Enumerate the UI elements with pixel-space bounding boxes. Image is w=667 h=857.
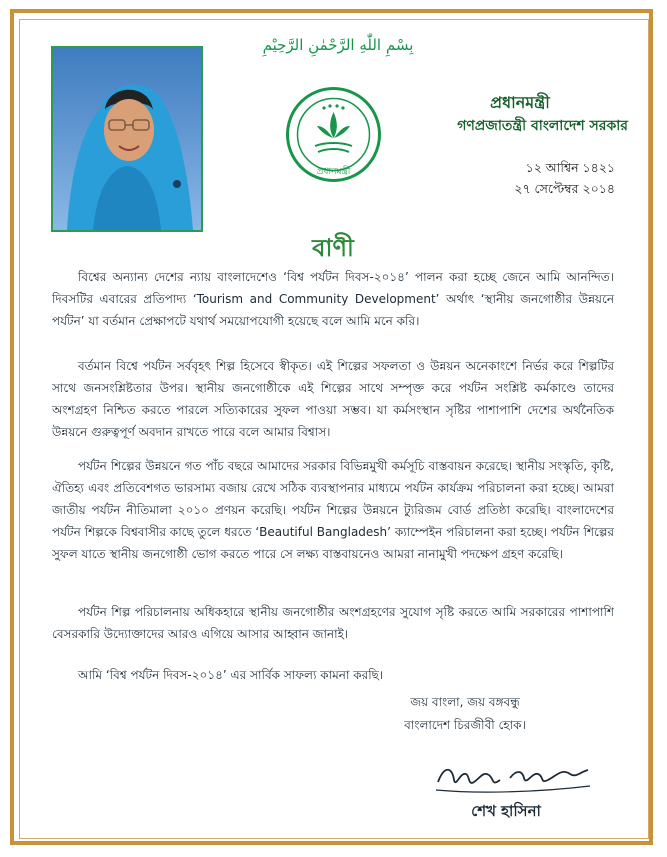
- bismillah-calligraphy: بِسْمِ اللّٰهِ الرَّحْمٰنِ الرَّحِيْمِ: [262, 36, 414, 54]
- header-title: প্রধানমন্ত্রী: [490, 93, 550, 112]
- date-gregorian: ২৭ সেপ্টেম্বর ২০১৪: [514, 181, 615, 196]
- closing-line-1: জয় বাংলা, জয় বঙ্গবন্ধু: [410, 695, 520, 709]
- paragraph-1: বিশ্বের অন্যান্য দেশের ন্যায় বাংলাদেশেও ‘বিশ্ব পর্যটন দিবস-২০১৪’ পালন করা হচ্ছে জেনে আমি আনন্দিত। দিবসটির এবারের প্রতিপাদ্য ‘Tourism and Community Development’ অর্থাৎ ‘স্থানীয় জনগোষ্ঠীর উন্নয়নে পর্যটন’ যা বর্তমান প্রেক্ষাপটে যথার্থ সময়োপযোগী হয়েছে বলে আমি মনে করি।: [52, 270, 614, 328]
- portrait-illustration: [53, 48, 201, 230]
- paragraph-3: পর্যটন শিল্পের উন্নয়নে গত পাঁচ বছরে আমাদের সরকার বিভিন্নমুখী কর্মসূচি বাস্তবায়ন করেছে। স্থানীয় সংস্কৃতি, কৃষ্টি, ঐতিহ্য এবং প্রতিবেশগত ভারসাম্য বজায় রেখে সঠিক ব্যবস্থাপনার মাধ্যমে পর্যটন কার্যক্রম পরিচালনা করা হচ্ছে। আমরা জাতীয় পর্যটন নীতিমালা ২০১০ প্রণয়ন করেছি। পর্যটন শিল্পের উন্নয়নে ট্যুরিজম বোর্ড প্রতিষ্ঠা করেছি। বাংলাদেশের পর্যটন শিল্পকে বিশ্ববাসীর কাছে তুলে ধরতে ‘Beautiful Bangladesh’ ক্যাম্পেইন পরিচালনা করা হচ্ছে। পর্যটন শিল্পের সুফল যাতে স্থানীয় জনগোষ্ঠী ভোগ করতে পারে সে লক্ষ্য বাস্তবায়নেও আমরা নানামুখী পদক্ষেপ গ্রহণ করেছি।: [52, 459, 614, 561]
- paragraph-4: পর্যটন শিল্প পরিচালনায় অধিকহারে স্থানীয় জনগোষ্ঠীর অংশগ্রহণের সুযোগ সৃষ্টি করতে আমি সরকারের পাশাপাশি বেসরকারি উদ্যোক্তাদের আরও এগিয়ে আসার আহ্বান জানাই।: [52, 605, 614, 641]
- portrait-photo: [51, 46, 203, 232]
- signer-name: শেখ হাসিনা: [471, 802, 541, 820]
- handwritten-signature: [430, 752, 600, 800]
- closing-line-2: বাংলাদেশ চিরজীবী হোক।: [404, 718, 526, 732]
- prime-minister-seal: [285, 86, 382, 183]
- header-subtitle: গণপ্রজাতন্ত্রী বাংলাদেশ সরকার: [457, 118, 628, 134]
- paragraph-2: বর্তমান বিশ্বে পর্যটন সর্ববৃহৎ শিল্প হিসেবে স্বীকৃত। এই শিল্পের সফলতা ও উন্নয়ন অনেকাংশে নির্ভর করে শিল্পটির সাথে জনসংশ্লিষ্টতার উপর। স্থানীয় জনগোষ্ঠীকে এই শিল্পের সাথে সম্পৃক্ত করে পর্যটন সংশ্লিষ্ট কর্মকাণ্ডে তাদের অংশগ্রহণ নিশ্চিত করতে পারলে সত্যিকারের সুফল পাওয়া সম্ভব। যা কর্মসংস্থান সৃষ্টির পাশাপাশি দেশের অর্থনৈতিক উন্নয়নে গুরুত্বপূর্ণ অবদান রাখতে পারে বলে আমার বিশ্বাস।: [52, 359, 614, 439]
- message-heading: বাণী: [312, 234, 354, 262]
- paragraph-5: আমি ‘বিশ্ব পর্যটন দিবস-২০১৪’ এর সার্বিক সাফল্য কামনা করছি।: [78, 668, 384, 682]
- date-bengali: ১২ আশ্বিন ১৪২১: [525, 160, 615, 175]
- seal-caption: প্রধানমন্ত্রী: [316, 167, 351, 177]
